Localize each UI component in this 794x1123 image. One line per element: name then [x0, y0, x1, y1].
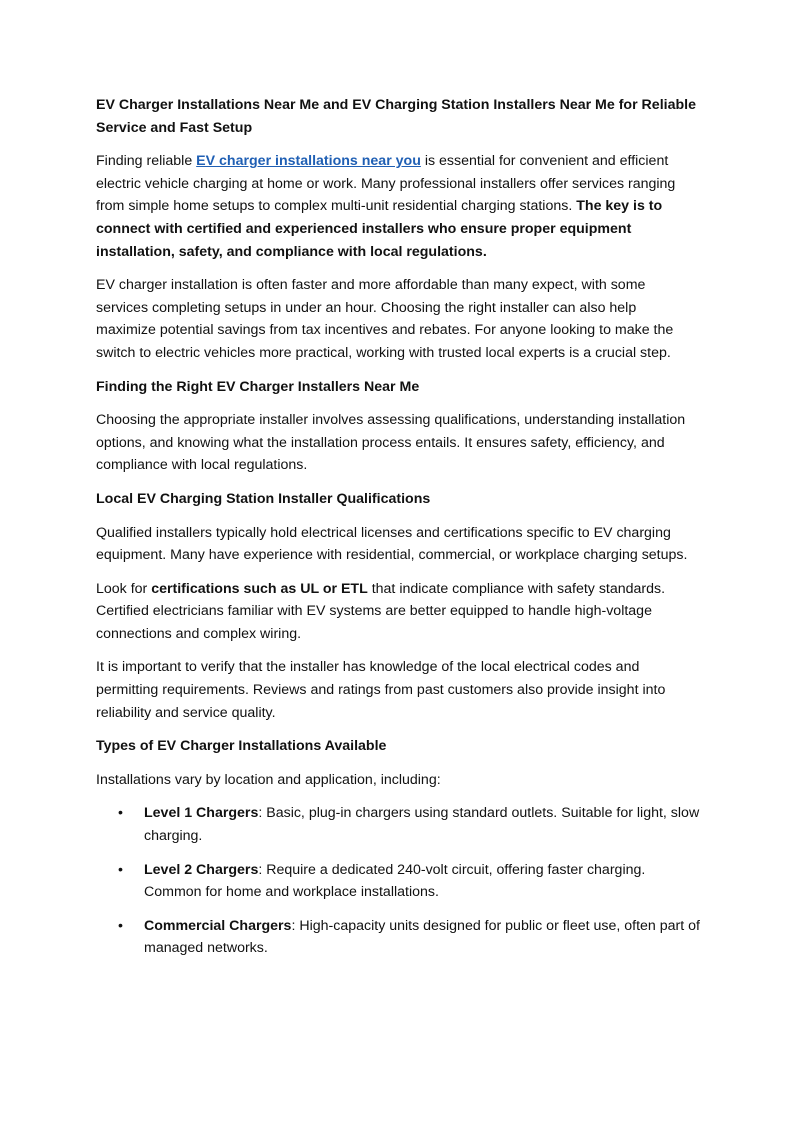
- qualifications-paragraph-1: Qualified installers typically hold electrical licenses and certifications specific to EV charging equipment. Many have experience with residential, commercial, or workplace charging setups.: [96, 524, 688, 564]
- intro-pre-link: Finding reliable: [96, 153, 197, 170]
- ev-charger-installations-link[interactable]: EV charger installations near you: [196, 153, 421, 170]
- list-item: [96, 802, 700, 847]
- document-title: EV Charger Installations Near Me and EV Charging Station Installers Near Me for Reliable Service and Fast Setup: [96, 97, 696, 136]
- types-intro: Installations vary by location and application, including:: [96, 771, 441, 788]
- intro-bold-text: The key is to connect with certified and experienced installers who ensure proper equipment installation, safety, and compliance with local regulations.: [96, 198, 663, 260]
- list-item-text: : Basic, plug-in chargers using standard outlets. Suitable for light, slow charging.: [144, 805, 700, 845]
- document-page: [96, 94, 700, 971]
- paragraph-2: EV charger installation is often faster and more affordable than many expect, with some services completing setups in under an hour. Choosing the right installer can also help maximize potential savings from tax incentives and rebates. For anyone looking to make the switch to electric vehicles more practical, working with trusted local experts is a crucial step.: [96, 277, 674, 361]
- list-item: [96, 915, 700, 960]
- list-item-text: : High-capacity units designed for public or fleet use, often part of managed networks.: [144, 917, 700, 957]
- qualifications-paragraph-3: It is important to verify that the installer has knowledge of the local electrical codes and permitting requirements. Reviews and ratings from past customers also provide insight into reliability and service quality.: [96, 659, 666, 721]
- section-heading-qualifications: Local EV Charging Station Installer Qualifications: [96, 490, 431, 507]
- bullet-icon: •: [118, 861, 123, 878]
- intro-post-link: is essential for convenient and efficient electric vehicle charging at home or work. Many professional installers offer services ranging from simple home setups to complex multi-unit residential charging stations.: [96, 153, 676, 215]
- section-heading-finding-installers: Finding the Right EV Charger Installers Near Me: [96, 378, 420, 395]
- qualifications-p2-post: that indicate compliance with safety standards. Certified electricians familiar with EV systems are better equipped to handle high-voltage connections and complex wiring.: [96, 580, 666, 642]
- intro-paragraph: [96, 150, 700, 263]
- list-item: [96, 859, 700, 904]
- section1-paragraph: Choosing the appropriate installer involves assessing qualifications, understanding installation options, and knowing what the installation process entails. It ensures safety, efficiency, and compliance with local regulations.: [96, 412, 686, 474]
- list-item-text: : Require a dedicated 240-volt circuit, offering faster charging. Common for home and workplace installations.: [144, 861, 646, 901]
- qualifications-p2-bold: certifications such as UL or ETL: [151, 580, 368, 597]
- bullet-icon: •: [118, 917, 123, 934]
- list-item-bold: Commercial Chargers: [144, 917, 292, 934]
- list-item-bold: Level 1 Chargers: [144, 805, 259, 822]
- qualifications-p2-pre: Look for: [96, 580, 152, 597]
- list-item-bold: Level 2 Chargers: [144, 861, 259, 878]
- qualifications-paragraph-2: [96, 578, 700, 646]
- section-heading-types: Types of EV Charger Installations Available: [96, 738, 387, 755]
- charger-types-list: [96, 802, 700, 960]
- bullet-icon: •: [118, 805, 123, 822]
